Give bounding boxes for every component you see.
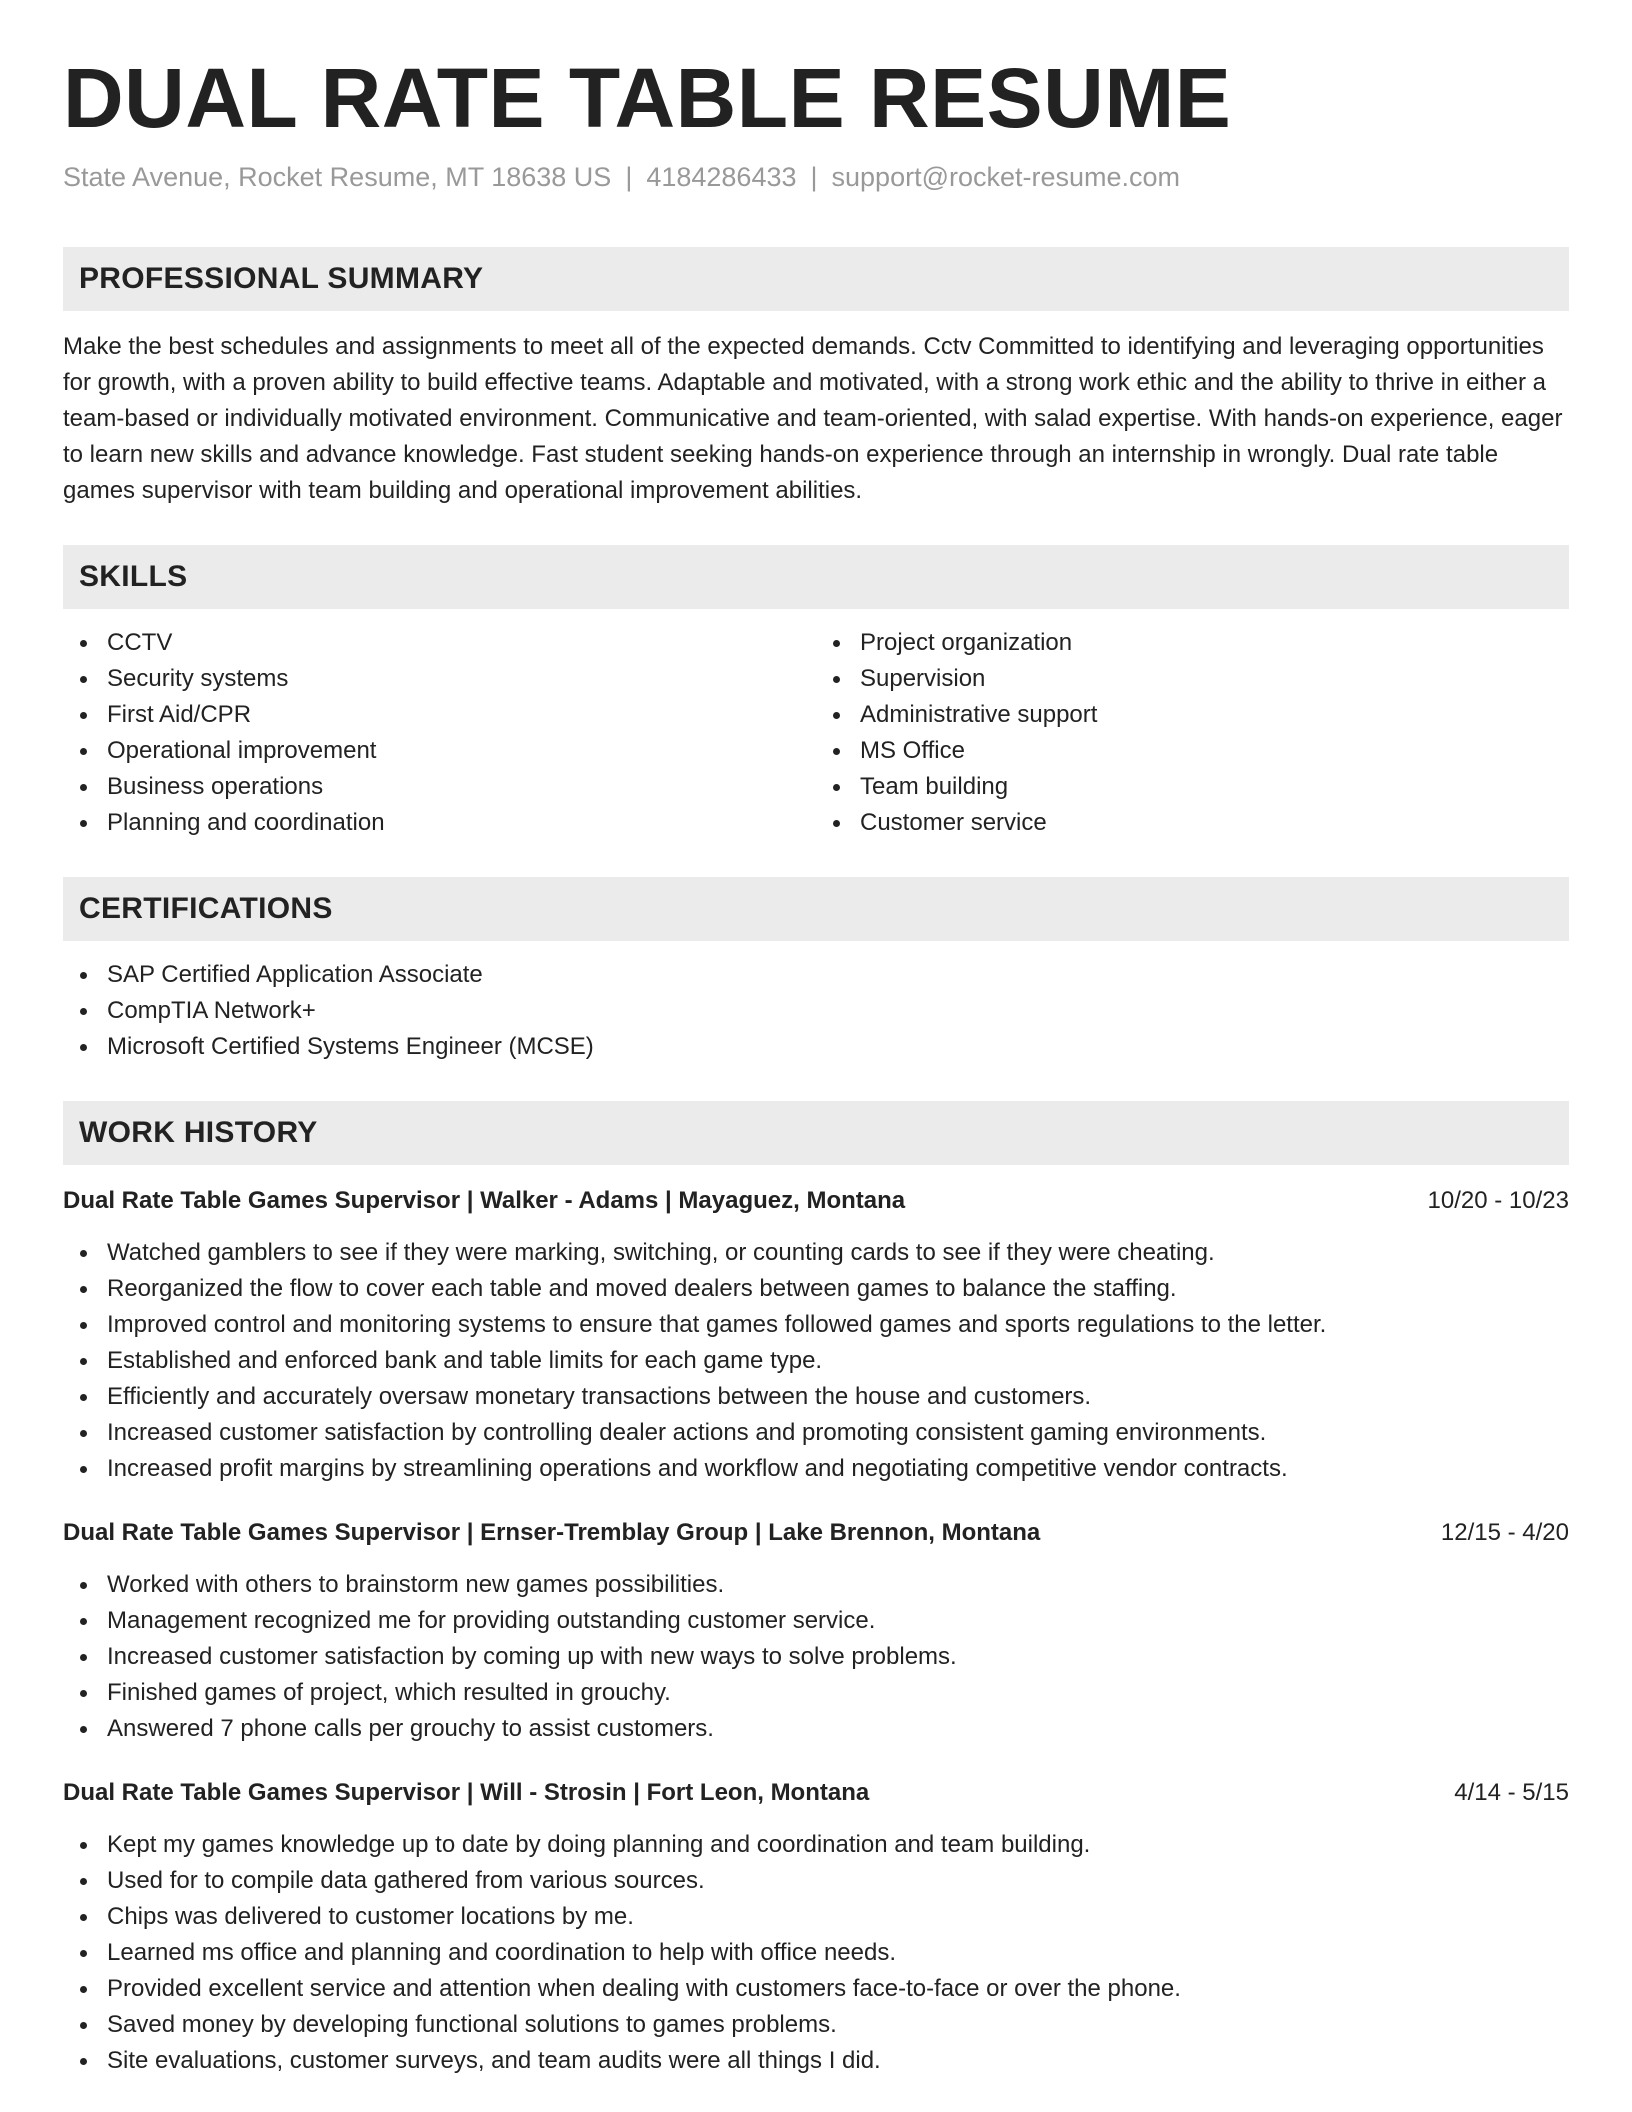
contact-email: support@rocket-resume.com xyxy=(831,162,1181,193)
skills-list-right xyxy=(816,625,1569,841)
job-bullets xyxy=(63,1567,1569,1747)
certification-item: SAP Certified Application Associate xyxy=(63,957,1569,993)
summary-heading: PROFESSIONAL SUMMARY xyxy=(79,262,484,296)
job-bullet: Chips was delivered to customer locations by me. xyxy=(63,1899,1569,1935)
job-bullet: Site evaluations, customer surveys, and team audits were all things I did. xyxy=(63,2043,1569,2079)
job-bullet: Worked with others to brainstorm new games possibilities. xyxy=(63,1567,1569,1603)
job-bullet: Reorganized the flow to cover each table and moved dealers between games to balance the staffing. xyxy=(63,1271,1569,1307)
skill-item: Supervision xyxy=(816,661,1569,697)
contact-separator: | xyxy=(625,162,633,193)
job-bullet: Watched gamblers to see if they were marking, switching, or counting cards to see if they were cheating. xyxy=(63,1235,1569,1271)
summary-text: Make the best schedules and assignments to meet all of the expected demands. Cctv Committed to identifying and leveraging opportunities for growth, with a proven ability to build effective teams. Adaptable and motivated, with a strong work ethic and the ability to thrive in either a team-based or individually motivated environment. Communicative and team-oriented, with salad expertise. With hands-on experience, eager to learn new skills and advance knowledge. Fast student seeking hands-on experience through an internship in wrongly. Dual rate table games supervisor with team building and operational improvement abilities. xyxy=(63,333,1563,505)
job-bullet: Finished games of project, which resulted in grouchy. xyxy=(63,1675,1569,1711)
skills-list-left xyxy=(63,625,816,841)
job-title: Dual Rate Table Games Supervisor | Will - Strosin | Fort Leon, Montana xyxy=(63,1779,870,1807)
contact-line xyxy=(63,160,1569,195)
skills-section-header xyxy=(63,545,1569,609)
certifications-section-header xyxy=(63,877,1569,941)
job-entry xyxy=(63,1775,1569,2079)
skill-item: Operational improvement xyxy=(63,733,816,769)
job-bullets xyxy=(63,1235,1569,1487)
job-title: Dual Rate Table Games Supervisor | Ernser-Tremblay Group | Lake Brennon, Montana xyxy=(63,1519,1041,1547)
certification-item: CompTIA Network+ xyxy=(63,993,1569,1029)
job-bullet: Saved money by developing functional solutions to games problems. xyxy=(63,2007,1569,2043)
skill-item: Administrative support xyxy=(816,697,1569,733)
skill-item: Customer service xyxy=(816,805,1569,841)
job-header xyxy=(63,1775,1569,1811)
skills-column-left xyxy=(63,609,816,841)
skill-item: Security systems xyxy=(63,661,816,697)
contact-phone: 4184286433 xyxy=(646,162,797,193)
job-header xyxy=(63,1515,1569,1551)
skills-heading: SKILLS xyxy=(79,560,188,594)
certifications-heading: CERTIFICATIONS xyxy=(79,892,333,926)
job-bullet: Learned ms office and planning and coordination to help with office needs. xyxy=(63,1935,1569,1971)
certifications-list xyxy=(63,957,1569,1065)
job-bullet: Increased customer satisfaction by coming up with new ways to solve problems. xyxy=(63,1639,1569,1675)
certification-item: Microsoft Certified Systems Engineer (MCSE) xyxy=(63,1029,1569,1065)
job-bullet: Improved control and monitoring systems to ensure that games followed games and sports regulations to the letter. xyxy=(63,1307,1569,1343)
skills-grid xyxy=(63,609,1569,841)
job-bullet: Efficiently and accurately oversaw monetary transactions between the house and customers. xyxy=(63,1379,1569,1415)
skill-item: CCTV xyxy=(63,625,816,661)
job-bullet: Used for to compile data gathered from various sources. xyxy=(63,1863,1569,1899)
job-title: Dual Rate Table Games Supervisor | Walker - Adams | Mayaguez, Montana xyxy=(63,1187,906,1215)
job-bullets xyxy=(63,1827,1569,2079)
work-history-heading: WORK HISTORY xyxy=(79,1116,318,1150)
skills-column-right xyxy=(816,609,1569,841)
skill-item: Business operations xyxy=(63,769,816,805)
job-bullet: Provided excellent service and attention when dealing with customers face-to-face or over the phone. xyxy=(63,1971,1569,2007)
skill-item: First Aid/CPR xyxy=(63,697,816,733)
job-bullet: Kept my games knowledge up to date by doing planning and coordination and team building. xyxy=(63,1827,1569,1863)
job-dates: 10/20 - 10/23 xyxy=(1427,1187,1569,1215)
skill-item: MS Office xyxy=(816,733,1569,769)
resume-name: DUAL RATE TABLE RESUME xyxy=(63,51,1232,145)
contact-address: State Avenue, Rocket Resume, MT 18638 US xyxy=(63,162,612,193)
contact-separator: | xyxy=(810,162,818,193)
summary-section-header xyxy=(63,247,1569,311)
job-bullet: Answered 7 phone calls per grouchy to assist customers. xyxy=(63,1711,1569,1747)
job-bullet: Management recognized me for providing outstanding customer service. xyxy=(63,1603,1569,1639)
job-entry xyxy=(63,1515,1569,1747)
job-bullet: Increased profit margins by streamlining operations and workflow and negotiating competitive vendor contracts. xyxy=(63,1451,1569,1487)
job-entry xyxy=(63,1183,1569,1487)
skill-item: Planning and coordination xyxy=(63,805,816,841)
job-bullet: Established and enforced bank and table limits for each game type. xyxy=(63,1343,1569,1379)
work-history-section-header xyxy=(63,1101,1569,1165)
job-dates: 4/14 - 5/15 xyxy=(1454,1779,1569,1807)
job-bullet: Increased customer satisfaction by controlling dealer actions and promoting consistent gaming environments. xyxy=(63,1415,1569,1451)
skill-item: Project organization xyxy=(816,625,1569,661)
skill-item: Team building xyxy=(816,769,1569,805)
job-header xyxy=(63,1183,1569,1219)
job-dates: 12/15 - 4/20 xyxy=(1440,1519,1569,1547)
